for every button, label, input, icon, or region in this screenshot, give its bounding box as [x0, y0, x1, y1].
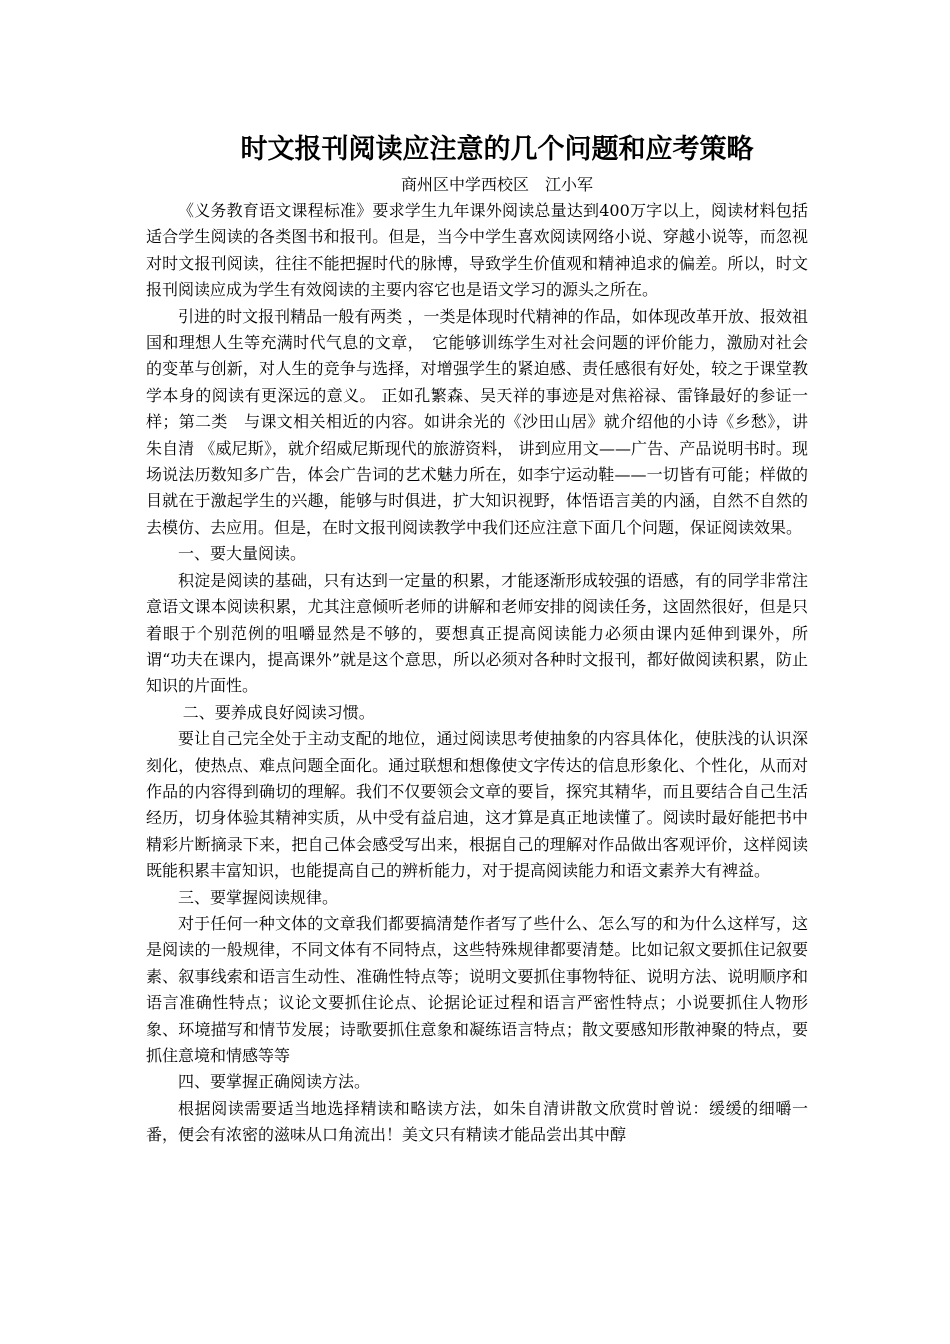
section-body-3: 对于任何一种文体的文章我们都要搞清楚作者写了些什么、怎么写的和为什么这样写，这是阅读的一般规律，不同文体有不同特点，这些特殊规律都要清楚。比如记叙文要抓住记叙要素、叙事线索和语言生动性、准确性特点等；说明文要抓住事物特征、说明方法、说明顺序和语言准确性特点；议论文要抓住论点、论据论证过程和语言严密性特点；小说要抓住人物形象、环境描写和情节发展；诗歌要抓住意象和凝练语言特点；散文要感知形散神聚的特点，要抓住意境和情感等等 — [146, 913, 808, 1065]
document-title: 时文报刊阅读应注意的几个问题和应考策略 — [240, 134, 754, 165]
section-heading-4: 四、要掌握正确阅读方法。 — [178, 1072, 371, 1092]
section-body-1: 积淀是阅读的基础，只有达到一定量的积累，才能逐渐形成较强的语感，有的同学非常注意语文课本阅读积累，尤其注意倾听老师的讲解和老师安排的阅读任务，这固然很好，但是只着眼于个别范例的咀嚼显然是不够的，要想真正提高阅读能力必须由课内延伸到课外，所谓“功夫在课内，提高课外”就是这个意思，所以必须对各种时文报刊，都好做阅读积累，防止知识的片面性。 — [146, 570, 808, 696]
intro-paragraph-2: 引进的时文报刊精品一般有两类 ，一类是体现时代精神的作品，如体现改革开放、报效祖国和理想人生等充满时代气息的文章， 它能够训练学生对社会问题的评价能力，激励对社会的变革与创新，对人生的竞争与选择，对增强学生的紧迫感、责任感很有好处，较之于课堂教学本身的阅读有更深远的意义。 正如孔繁森、吴天祥的事迹是对焦裕禄、雷锋最好的参证一样；第二类 与课文相关相近的内容。如讲余光的《沙田山居》就介绍他的小诗《乡愁》，讲朱自清 《威尼斯》，就介绍威尼斯现代的旅游资料， 讲到应用文——广告、产品说明书时。现场说法历数知多广告，体会广告词的艺术魅力所在，如李宁运动鞋——一切皆有可能；样做的目就在于激起学生的兴趣，能够与时俱进，扩大知识视野，体悟语言美的内涵，自然不自然的去模仿、去应用。但是，在时文报刊阅读教学中我们还应注意下面几个问题，保证阅读效果。 — [146, 306, 808, 537]
section-body-4: 根据阅读需要适当地选择精读和略读方法，如朱自清讲散文欣赏时曾说：缓缓的细嚼一番，便会有浓密的滋味从口角流出！美文只有精读才能品尝出其中醇 — [146, 1098, 808, 1145]
section-heading-3: 三、要掌握阅读规律。 — [178, 887, 339, 907]
section-body-2: 要让自己完全处于主动支配的地位，通过阅读思考使抽象的内容具体化，使肤浅的认识深刻化，使热点、难点问题全面化。通过联想和想像使文字传达的信息形象化、个性化，从而对作品的内容得到确切的理解。我们不仅要领会文章的要旨，探究其精华，而且要结合自己生活经历，切身体验其精神实质，从中受有益启迪，这才算是真正地读懂了。阅读时最好能把书中精彩片断摘录下来，把自己体会感受写出来，根据自己的理解对作品做出客观评价，这样阅读既能积累丰富知识，也能提高自己的辨析能力，对于提高阅读能力和语文素养大有裨益。 — [146, 729, 808, 881]
document-page — [146, 128, 808, 1149]
intro-paragraph-1: 《义务教育语文课程标准》要求学生九年课外阅读总量达到400万字以上，阅读材料包括适合学生阅读的各类图书和报刊。但是，当今中学生喜欢阅读网络小说、穿越小说等，而忽视对时文报刊阅读，往往不能把握时代的脉博，导致学生价值观和精神追求的偏差。所以，时文报刊阅读应成为学生有效阅读的主要内容它也是语文学习的源头之所在。 — [146, 201, 808, 300]
section-heading-1: 一、要大量阅读。 — [178, 544, 307, 564]
author-byline: 商州区中学西校区 江小军 — [400, 175, 593, 194]
section-heading-2: 二、要养成良好阅读习惯。 — [182, 702, 375, 722]
